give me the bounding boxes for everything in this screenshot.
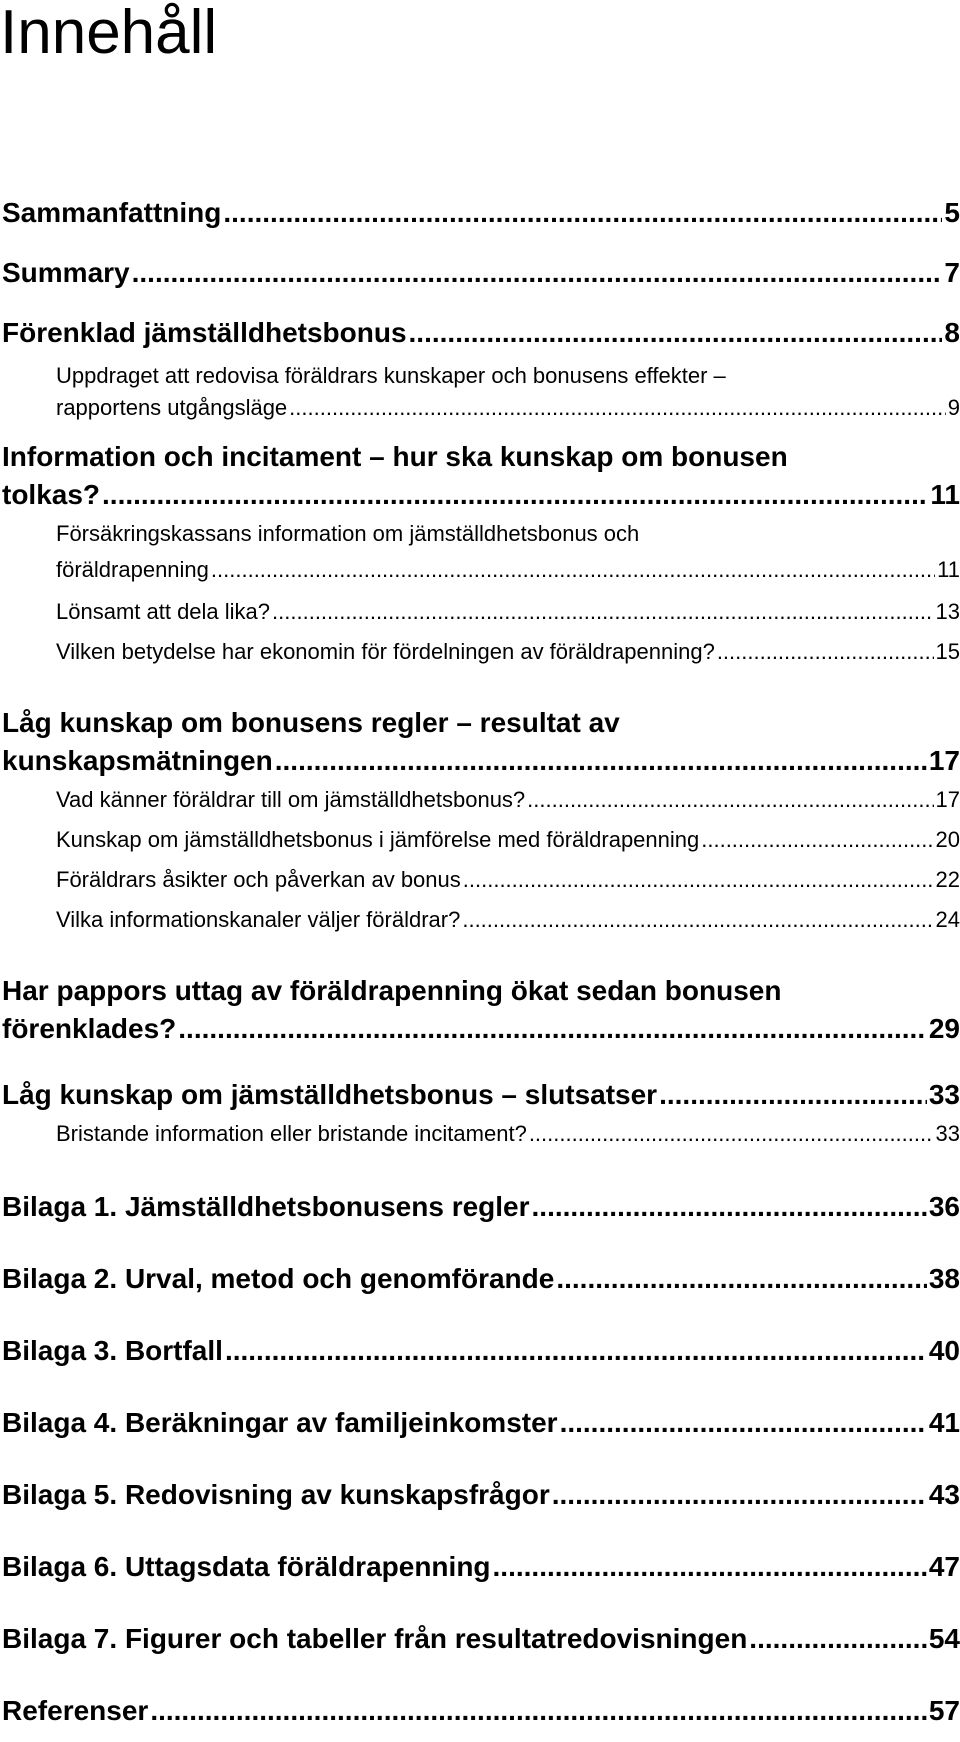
toc-page-number: 7	[944, 257, 960, 288]
toc-entry-title: Bilaga 2. Urval, metod och genomförande	[2, 1263, 555, 1294]
toc-entry-title: Kunskap om jämställdhetsbonus i jämförelse med föräldrapenning	[56, 827, 700, 852]
dot-leader	[275, 744, 927, 778]
toc-entry-title: Bilaga 6. Uttagsdata föräldrapenning	[2, 1551, 491, 1582]
toc-entry-title: Lönsamt att dela lika?	[56, 599, 271, 624]
dot-leader	[211, 556, 935, 584]
toc-page-number: 54	[928, 1623, 960, 1654]
toc-entry-title-continued: förenklades?	[2, 1013, 177, 1044]
dot-leader	[556, 1262, 927, 1296]
toc-entry-title-continued: kunskapsmätningen	[2, 745, 273, 776]
dot-leader	[289, 394, 946, 422]
toc-page-number: 11	[930, 479, 960, 510]
toc-entry-title: Bilaga 5. Redovisning av kunskapsfrågor	[2, 1479, 550, 1510]
dot-leader	[527, 786, 933, 814]
dot-leader	[132, 256, 943, 290]
dot-leader	[659, 1078, 927, 1112]
dot-leader	[150, 1694, 927, 1728]
toc-page-number: 33	[935, 1121, 960, 1146]
toc-entry-title: Försäkringskassans information om jämställdhetsbonus och	[56, 521, 640, 546]
toc-page-number: 5	[944, 197, 960, 228]
toc-page-number: 40	[928, 1335, 960, 1366]
dot-leader	[102, 478, 928, 512]
toc-entry-title: Bilaga 7. Figurer och tabeller från resultatredovisningen	[2, 1623, 748, 1654]
toc-page-number: 38	[928, 1263, 960, 1294]
toc-page-number: 17	[928, 745, 960, 776]
toc-page-number: 9	[947, 395, 960, 420]
toc-entry-title-continued: tolkas?	[2, 479, 101, 510]
toc-entry-title-continued: föräldrapenning	[56, 557, 209, 582]
dot-leader	[532, 1190, 927, 1224]
toc-page-number: 13	[935, 599, 960, 624]
toc-page-number: 22	[935, 867, 960, 892]
dot-leader	[493, 1550, 927, 1584]
dot-leader	[409, 316, 943, 350]
toc-entry-title-continued: rapportens utgångsläge	[56, 395, 288, 420]
toc-entry-title: Uppdraget att redovisa föräldrars kunskaper och bonusens effekter –	[56, 363, 726, 388]
toc-entry-title: Vilka informationskanaler väljer föräldrar?	[56, 907, 461, 932]
toc-entry-title: Sammanfattning	[2, 197, 222, 228]
toc-page-number: 33	[928, 1079, 960, 1110]
toc-page-number: 15	[935, 639, 960, 664]
toc-entry-title: Föräldrars åsikter och påverkan av bonus	[56, 867, 461, 892]
dot-leader	[225, 1334, 927, 1368]
dot-leader	[717, 638, 934, 666]
dot-leader	[552, 1478, 927, 1512]
toc-page-number: 8	[944, 317, 960, 348]
toc-page-number: 29	[928, 1013, 960, 1044]
toc-entry-title: Summary	[2, 257, 130, 288]
toc-entry-title: Låg kunskap om jämställdhetsbonus – slutsatser	[2, 1079, 658, 1110]
toc-entry-title: Låg kunskap om bonusens regler – resultat av	[2, 707, 620, 738]
toc-entry-title: Bilaga 3. Bortfall	[2, 1335, 223, 1366]
toc-page-number: 11	[937, 557, 960, 582]
toc-entry-title: Bilaga 1. Jämställdhetsbonusens regler	[2, 1191, 530, 1222]
dot-leader	[178, 1012, 927, 1046]
dot-leader	[462, 906, 933, 934]
toc-page-number: 47	[928, 1551, 960, 1582]
page-title: Innehåll	[0, 0, 218, 67]
toc-page-number: 43	[928, 1479, 960, 1510]
toc-page-number: 17	[935, 787, 960, 812]
toc-page-number: 20	[935, 827, 960, 852]
toc-page-number: 24	[935, 907, 960, 932]
toc-entry-title: Vad känner föräldrar till om jämställdhetsbonus?	[56, 787, 526, 812]
toc-entry-title: Har pappors uttag av föräldrapenning ökat sedan bonusen	[2, 975, 782, 1006]
dot-leader	[701, 826, 933, 854]
toc-page-number: 36	[928, 1191, 960, 1222]
toc-entry-title: Bristande information eller bristande incitament?	[56, 1121, 527, 1146]
dot-leader	[560, 1406, 927, 1440]
toc-entry-title: Vilken betydelse har ekonomin för fördelningen av föräldrapenning?	[56, 639, 715, 664]
toc-entry-title: Information och incitament – hur ska kunskap om bonusen	[2, 441, 788, 472]
dot-leader	[529, 1120, 934, 1148]
toc-page-number: 41	[928, 1407, 960, 1438]
dot-leader	[223, 196, 942, 230]
dot-leader	[749, 1622, 927, 1656]
toc-entry-title: Referenser	[2, 1695, 149, 1726]
toc-entry-title: Förenklad jämställdhetsbonus	[2, 317, 407, 348]
dot-leader	[272, 598, 933, 626]
toc-page-number: 57	[928, 1695, 960, 1726]
toc-entry-title: Bilaga 4. Beräkningar av familjeinkomster	[2, 1407, 558, 1438]
dot-leader	[463, 866, 934, 894]
